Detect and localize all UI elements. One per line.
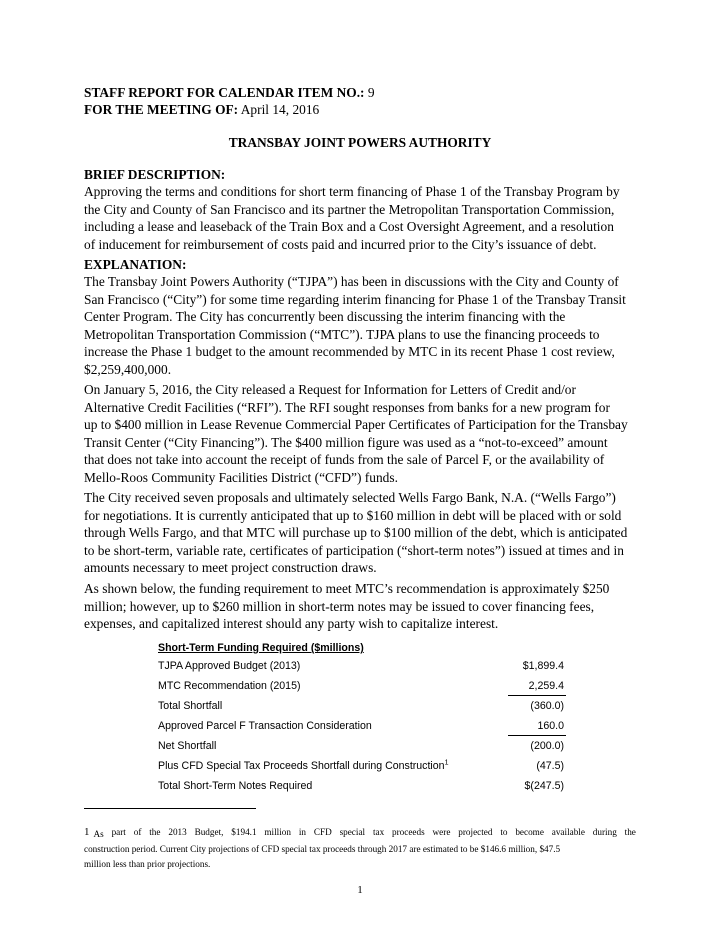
- footnote-word: in: [298, 827, 306, 837]
- text-line: Approving the terms and conditions for short term financing of Phase 1 of the Transbay Program by: [84, 184, 620, 199]
- footnote-word: to: [500, 827, 508, 837]
- table-row: [158, 676, 568, 696]
- text-line: $2,259,400,000.: [84, 361, 172, 377]
- text-line: Center Program. The City has concurrently been discussing the interim financing with the: [84, 309, 566, 325]
- table-row: [158, 656, 568, 676]
- footnote-word: CFD: [313, 827, 332, 837]
- calendar-item-number: 9: [367, 85, 375, 100]
- footnote-word: Budget,: [194, 827, 224, 837]
- table-row: [158, 756, 568, 776]
- brief-description-text: [84, 183, 646, 253]
- text-line: expenses, and capitalized interest should any party wish to capitalize interest.: [84, 616, 499, 632]
- row-value: (200.0): [530, 740, 564, 752]
- funding-table-heading: Short-Term Funding Required ($millions): [158, 642, 364, 654]
- footnote-word: tax: [372, 827, 385, 837]
- row-value: $(247.5): [524, 780, 564, 792]
- text-line: Transit Center (“City Financing”). The $400 million figure was used as a “not-to-exceed” amount: [84, 434, 608, 450]
- footnote-line: million less than prior projections.: [84, 859, 211, 869]
- footnote-word: projected: [458, 827, 493, 837]
- row-value: 2,259.4: [528, 680, 564, 692]
- text-line: The Transbay Joint Powers Authority (“TJPA”) has been in discussions with the City and County of: [84, 274, 619, 289]
- text-line: that does not take into account the receipt of funds from the sale of Parcel F, or the availability of: [84, 452, 605, 468]
- explanation-paragraph-2: [84, 381, 646, 487]
- footnote-mark: 1: [84, 826, 90, 838]
- row-label-text: Plus CFD Special Tax Proceeds Shortfall during Construction: [158, 760, 445, 772]
- row-label: Total Shortfall: [158, 700, 223, 712]
- footnote-reference: 1: [444, 759, 449, 767]
- text-line: As shown below, the funding requirement to meet MTC’s recommendation is approximately $250: [84, 581, 610, 596]
- text-line: On January 5, 2016, the City released a Request for Information for Letters of Credit and/or: [84, 382, 576, 397]
- row-label: Net Shortfall: [158, 740, 217, 752]
- row-label: Total Short-Term Notes Required: [158, 780, 313, 792]
- meeting-date: April 14, 2016: [240, 102, 320, 117]
- text-line: Metropolitan Transportation Commission (“MTC”). TJPA plans to use the financing proceeds to: [84, 326, 600, 342]
- footnote-word: the: [149, 827, 161, 837]
- table-row: [158, 736, 568, 756]
- row-label: TJPA Approved Budget (2013): [158, 660, 301, 672]
- footnote-word: 1 As: [84, 826, 104, 839]
- footnote-separator: [84, 808, 256, 809]
- footnote-word: available: [551, 827, 585, 837]
- footnote-word: were: [432, 827, 451, 837]
- row-label: [158, 756, 448, 776]
- meeting-date-line: [84, 101, 319, 119]
- text-line: including a lease and leaseback of the Train Box and a Cost Oversight Agreement, and a resolution: [84, 219, 614, 235]
- row-value: $1,899.4: [522, 660, 564, 672]
- table-row: [158, 716, 568, 736]
- text-line: to be short-term, variable rate, certificates of participation (“short-term notes”) issued at times and in: [84, 542, 624, 558]
- row-label: Approved Parcel F Transaction Consideration: [158, 720, 372, 732]
- footnote-word: become: [515, 827, 544, 837]
- text-line: The City received seven proposals and ultimately selected Wells Fargo Bank, N.A. (“Wells Fargo”): [84, 490, 616, 505]
- text-line: Mello-Roos Community Facilities District (“CFD”) funds.: [84, 469, 398, 485]
- text-line: the City and County of San Francisco and its partner the Metropolitan Transportation Commission,: [84, 201, 615, 217]
- footnote: [84, 825, 636, 872]
- text-line: Alternative Credit Facilities (“RFI”). The RFI sought responses from banks for a new program for: [84, 399, 610, 415]
- meeting-label: FOR THE MEETING OF:: [84, 102, 239, 117]
- footnote-line: [84, 825, 636, 842]
- footnote-word: part: [111, 827, 126, 837]
- explanation-heading: EXPLANATION:: [84, 257, 187, 272]
- footnote-word: 2013: [168, 827, 187, 837]
- row-label: MTC Recommendation (2015): [158, 680, 301, 692]
- footnote-word: million: [264, 827, 291, 837]
- table-row: [158, 696, 568, 716]
- footnote-word: the: [624, 827, 636, 837]
- row-value: 160.0: [537, 720, 564, 732]
- explanation-paragraph-4: [84, 580, 646, 633]
- explanation-paragraph-3: [84, 489, 646, 577]
- text-line: increase the Phase 1 budget to the amount recommended by MTC in its recent Phase 1 cost review,: [84, 344, 615, 360]
- text-line: of inducement for reimbursement of costs paid and incurred prior to the City’s issuance of debt.: [84, 236, 597, 252]
- funding-table: [158, 640, 568, 796]
- text-line: through Wells Fargo, and that MTC will purchase up to $100 million of the debt, which is anticipated: [84, 525, 628, 541]
- footnote-line: construction period. Current City projections of CFD special tax proceeds through 2017 are estimated to be $146.6 million, $47.5: [84, 844, 561, 854]
- calendar-item-line: [84, 84, 375, 102]
- page-number: 1: [357, 884, 363, 896]
- text-line: San Francisco (“City”) for some time regarding interim financing for Phase 1 of the Transbay Transit: [84, 291, 626, 307]
- text-line: up to $400 million in Lease Revenue Commercial Paper Certificates of Participation for the Transbay: [84, 417, 628, 433]
- brief-description-heading: BRIEF DESCRIPTION:: [84, 167, 226, 182]
- table-row: [158, 776, 568, 796]
- row-value: (47.5): [536, 760, 564, 772]
- calendar-item-label: STAFF REPORT FOR CALENDAR ITEM NO.:: [84, 85, 365, 100]
- footnote-word: proceeds: [392, 827, 425, 837]
- footnote-word: of: [133, 827, 142, 837]
- footnote-word: during: [592, 827, 617, 837]
- footnote-word: special: [339, 827, 366, 837]
- footnote-word: $194.1: [231, 827, 257, 837]
- text-line: for negotiations. It is currently anticipated that up to $160 million in debt will be placed with or sold: [84, 507, 622, 523]
- authority-title: TRANSBAY JOINT POWERS AUTHORITY: [228, 135, 492, 150]
- explanation-paragraph-1: [84, 273, 646, 379]
- text-line: amounts necessary to meet project construction draws.: [84, 560, 377, 576]
- row-value: (360.0): [530, 700, 564, 712]
- text-line: million; however, up to $260 million in short-term notes may be issued to cover financing fees,: [84, 598, 595, 614]
